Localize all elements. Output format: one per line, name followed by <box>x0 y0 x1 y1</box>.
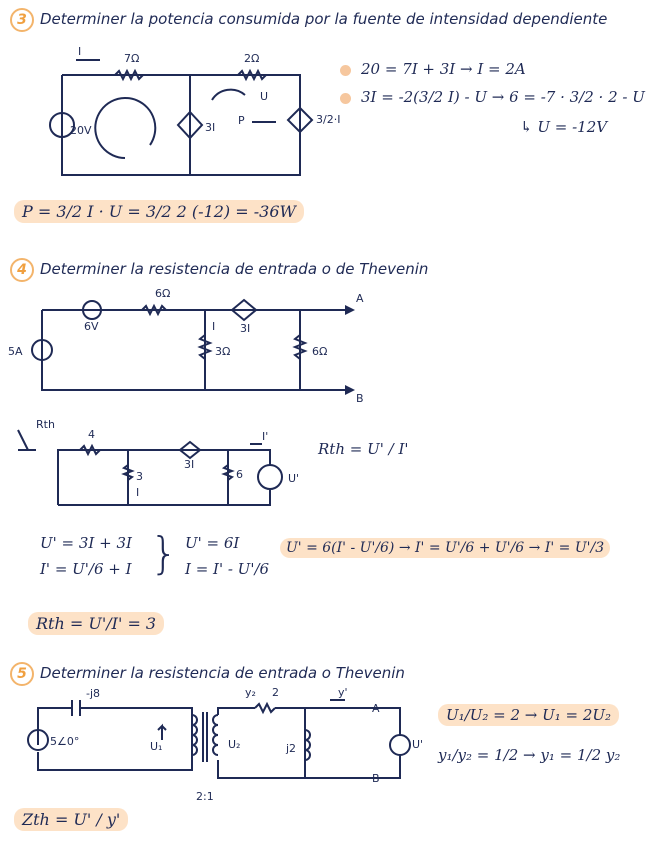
label-U-prime5: U' <box>412 738 424 751</box>
label-current-I: I <box>78 45 82 58</box>
section-number: 5 <box>10 662 34 686</box>
label-Rth-small: Rth <box>36 418 55 431</box>
label-6ohm-top: 6Ω <box>155 287 171 300</box>
brace: } <box>150 528 178 579</box>
section-title: Determiner la resistencia de entrada o de Thevenin <box>40 260 429 278</box>
note-3: ↳ U = -12V <box>520 118 608 136</box>
label-6-small: 6 <box>236 468 243 481</box>
label-3: 3 <box>136 470 143 483</box>
label-y2: y₂ <box>245 686 256 699</box>
circuit-section-4 <box>32 300 355 395</box>
equations-left: U' = 3I + 3I I' = U'/6 + I <box>40 534 132 578</box>
label-6V: 6V <box>84 320 99 333</box>
label-3I: 3I <box>205 121 216 134</box>
label-U2: U₂ <box>228 738 241 751</box>
label-3I-small: 3I <box>184 458 195 471</box>
derivation: U' = 6(I' - U'/6) → I' = U'/6 + U'/6 → I' = U'/3 <box>280 538 610 558</box>
label-4: 4 <box>88 428 95 441</box>
note-1: 20 = 7I + 3I → I = 2A <box>340 60 526 78</box>
label-A: A <box>356 292 364 305</box>
label-j2: j2 <box>286 742 297 755</box>
circuit-section-3 <box>50 60 312 175</box>
label-I-small: I <box>136 486 140 499</box>
label-Iprime: I' <box>262 430 269 443</box>
label-U1: U₁ <box>150 740 163 753</box>
label-I-branch: I <box>212 320 216 333</box>
label-source-5: 5∠0° <box>50 735 80 748</box>
note-5-1: U₁/U₂ = 2 → U₁ = 2U₂ <box>438 706 619 724</box>
section-5-heading <box>10 662 405 686</box>
label-2: 2 <box>272 686 279 699</box>
label-P: P <box>238 114 245 127</box>
label-A5: A <box>372 702 380 715</box>
label-ratio: 2:1 <box>196 790 214 803</box>
circuit-section-5 <box>28 700 410 778</box>
label-3-2I: 3/2·I <box>316 113 341 126</box>
label-yprime: y' <box>338 686 348 699</box>
section-title: Determiner la resistencia de entrada o Thevenin <box>40 664 405 682</box>
label-20V: 20V <box>70 124 92 137</box>
label-B5: B <box>372 772 380 785</box>
equations-right: U' = 6I I = I' - U'/6 <box>185 534 270 578</box>
section-4-heading <box>10 258 428 282</box>
label-U: U <box>260 90 269 103</box>
section-title: Determiner la potencia consumida por la fuente de intensidad dependiente <box>40 10 608 28</box>
label-5A: 5A <box>8 345 23 358</box>
note-2: 3I = -2(3/2 I) - U → 6 = -7 · 3/2 · 2 - U <box>340 88 645 106</box>
label-3I-src: 3I <box>240 322 251 335</box>
label-B: B <box>356 392 364 405</box>
label-7ohm: 7Ω <box>124 52 140 65</box>
bullet-icon <box>340 65 351 76</box>
result-section-3: P = 3/2 I · U = 3/2 2 (-12) = -36W <box>14 200 304 223</box>
section-number: 3 <box>10 8 34 32</box>
label-2ohm: 2Ω <box>244 52 260 65</box>
label-6ohm: 6Ω <box>312 345 328 358</box>
section-number: 4 <box>10 258 34 282</box>
rth-formula: Rth = U' / I' <box>318 440 409 458</box>
note-5-2: y₁/y₂ = 1/2 → y₁ = 1/2 y₂ <box>438 746 621 764</box>
label-Uprime: U' <box>288 472 300 485</box>
result-section-4: Rth = U'/I' = 3 <box>28 612 164 635</box>
bullet-icon <box>340 93 351 104</box>
label-3ohm: 3Ω <box>215 345 231 358</box>
result-section-5: Zth = U' / y' <box>14 808 128 831</box>
label-j8: -j8 <box>86 687 101 700</box>
